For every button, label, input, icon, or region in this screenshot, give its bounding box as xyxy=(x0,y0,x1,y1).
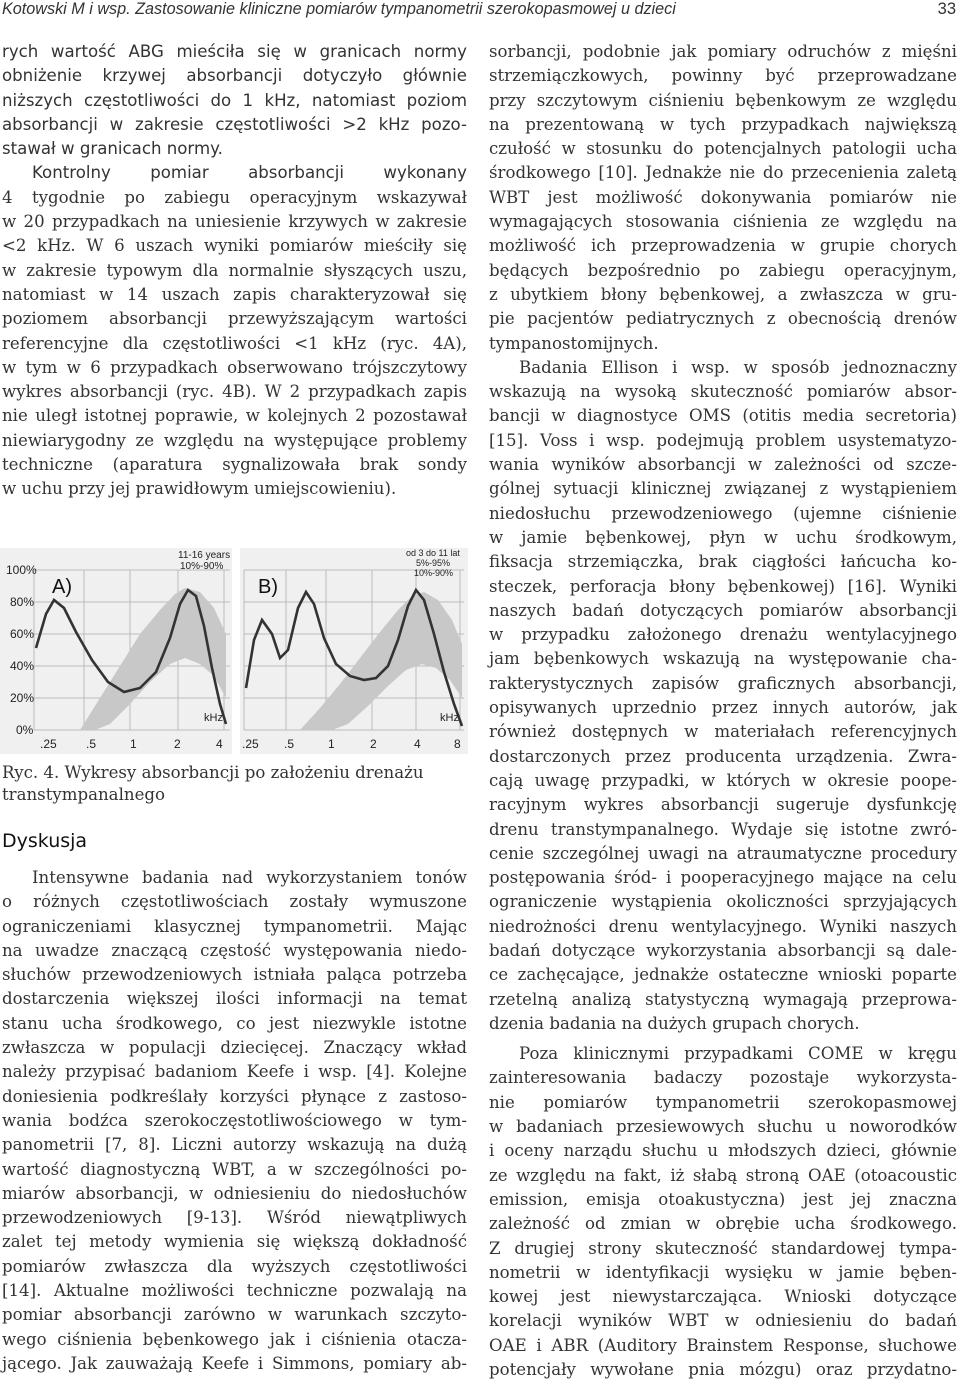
absorbance-plot-a xyxy=(0,548,232,754)
x-unit-label: kHz xyxy=(440,712,459,724)
text-line: miarów absorbancji, w odniesieniu do niedosłuchów xyxy=(2,1183,467,1203)
text-line: naszych badań dotyczących pomiarów absorbancji xyxy=(489,600,957,620)
text-line: będących bezpośrednio po zabiegu operacyjnym, xyxy=(489,260,957,280)
text-line: w badaniach przesiewowych słuchu u noworodków xyxy=(489,1117,957,1137)
text-line: pomiarów zwłaszcza dla wyższych częstotliwości xyxy=(2,1256,467,1276)
text-line: niedrożności drenu wentylacyjnego. Wyniki naszych xyxy=(489,916,957,936)
figure-4 xyxy=(0,548,470,754)
text-line: opisywanych uprzednio przez innych autorów, jak xyxy=(489,698,957,718)
text-line: steczek, perforacja błony bębenkowej) [16]. Wyniki xyxy=(489,576,957,596)
text-line: w 20 przypadkach na uniesienie krzywych w zakresie xyxy=(2,212,467,232)
text-line: cają uwagę przypadki, w których w okresie poope- xyxy=(489,770,957,790)
text-line: nometrii w identyfikacji wysięku w jamie bęben- xyxy=(489,1262,957,1282)
paragraph-screening xyxy=(489,1042,957,1382)
text-line: absorbancji w zakresie częstotliwości >2 kHz pozo- xyxy=(2,114,467,134)
text-line: dostarczonych przez producenta urządzenia. Zwra- xyxy=(489,746,957,766)
text-line: obniżenie krzywej absorbancji dotyczyło głównie xyxy=(2,66,467,86)
left-column-discussion xyxy=(2,866,467,1376)
text-line: fiksacja strzemiączka, brak ciągłości łańcucha ko- xyxy=(489,552,957,572)
running-title: Kotowski M i wsp. Zastosowanie kliniczne pomiarów tympanometrii szerokopasmowej u dzieci xyxy=(2,0,676,18)
text-line: czułość w stosunku do potencjalnych patologii ucha xyxy=(489,139,957,159)
panel-label: B) xyxy=(258,576,278,598)
text-line: doniesienia podkreślały korzyści płynące z zastoso- xyxy=(2,1086,467,1106)
text-line: w zakresie typowym dla normalnie słyszących uszu, xyxy=(2,260,467,280)
text-line: racyjnym wykres absorbancji sugeruje dysfunkcję xyxy=(489,795,957,815)
text-line: kowej jest niewystarczająca. Wnioski dotyczące xyxy=(489,1287,957,1307)
text-line: wskazują na wysoką skuteczność pomiarów absor- xyxy=(489,382,957,402)
text-line: wania wyników absorbancji w zależności od szcze- xyxy=(489,455,957,475)
text-line: również dostępnych w materiałach referencyjnych xyxy=(489,722,957,742)
legend-text: 5%-95% xyxy=(416,558,451,568)
text-line: strzemiączkowych, powinny być przeprowadzane xyxy=(489,66,957,86)
text-line: 4 tygodnie po zabiegu operacyjnym wskazywał xyxy=(2,187,467,207)
x-tick: .25 xyxy=(242,737,259,751)
text-line: badań dotyczące wykorzystania absorbancji są dale- xyxy=(489,940,957,960)
text-line: korelacji wyników WBT w odniesieniu do badań xyxy=(489,1311,957,1331)
x-tick: 4 xyxy=(216,737,223,751)
text-line: stanu ucha środkowego, co jest niezwykle istotne xyxy=(2,1013,467,1033)
text-line: Kontrolny pomiar absorbancji wykonany xyxy=(32,163,467,183)
text-line: wego ciśnienia bębenkowego jak i ciśnienia otacza- xyxy=(2,1329,467,1349)
text-line: ce zachęcające, jednakże ostateczne wnioski poparte xyxy=(489,965,957,985)
text-line: [15]. Voss i wsp. podejmują problem usystematyzo- xyxy=(489,430,957,450)
paragraph-absorbance-pressure xyxy=(489,40,957,356)
text-line: jącego. Jak zauważają Keefe i Simmons, pomiary ab- xyxy=(2,1353,467,1373)
text-line: Poza klinicznymi przypadkami COME w kręgu xyxy=(519,1044,957,1064)
text-line: tympanostomijnych. xyxy=(489,333,659,353)
x-tick: .5 xyxy=(284,737,295,751)
text-line: pie pacjentów pediatrycznych z obecnością drenów xyxy=(489,309,957,329)
text-line: wymagających stosowania ciśnienia ze względu na xyxy=(489,212,957,232)
text-line: środkowego [10]. Jednakże nie do przecenienia zaletą xyxy=(489,163,957,183)
text-line: wartość diagnostyczną WBT, a w szczególności po- xyxy=(2,1159,467,1179)
text-line: postępowania śród- i pooperacyjnego mające na celu xyxy=(489,868,957,888)
section-title-discussion: Dyskusja xyxy=(2,830,88,852)
text-line: emission, emisja otoakustyczna) jest jej znaczna xyxy=(489,1189,957,1209)
text-line: Z drugiej strony skuteczność standardowej tympa- xyxy=(489,1238,957,1258)
text-line: natomiast w 14 uszach zapis charakteryzował się xyxy=(2,284,467,304)
text-line: [14]. Aktualne możliwości techniczne pozwalają na xyxy=(2,1281,467,1301)
text-line: zależność od zmian w obrębie ucha środkowego. xyxy=(489,1214,957,1234)
x-tick: 8 xyxy=(454,737,461,751)
paragraph-results-end xyxy=(2,40,467,161)
panel-label: A) xyxy=(52,576,72,598)
text-line: ograniczeniami klasycznej tympanometrii. Mając xyxy=(2,916,467,936)
text-line: jam bębenkowych wskazują na występowanie cha- xyxy=(489,649,957,669)
text-line: w tym w 6 przypadkach obserwowano trójszczytowy xyxy=(2,357,467,377)
text-line: Badania Ellison i wsp. w sposób jednoznaczny xyxy=(519,357,957,377)
legend-text: 11-16 years xyxy=(178,550,231,561)
text-line: niższych częstotliwości do 1 kHz, natomiast poziom xyxy=(2,90,467,110)
y-tick: 40% xyxy=(10,659,35,673)
x-tick: .25 xyxy=(40,737,57,751)
text-line: potencjały wywołane pnia mózgu) oraz przydatno- xyxy=(489,1360,957,1380)
text-line: stawał w granicach normy. xyxy=(2,139,223,159)
text-line: należy przypisać badaniom Keefe i wsp. [4]. Kolejne xyxy=(2,1062,467,1082)
text-line: dostarczenia większej ilości informacji na temat xyxy=(2,989,467,1009)
text-line: przewodzeniowych [9-13]. Wśród niewątpliwych xyxy=(2,1208,467,1228)
legend-text: od 3 do 11 lat xyxy=(406,548,460,558)
text-line: poziomem absorbancji przewyższającym wartości xyxy=(2,309,467,329)
text-line: bancji w diagnostyce OMS (otitis media secretoria) xyxy=(489,406,957,426)
x-tick: 1 xyxy=(130,737,137,751)
x-tick: .5 xyxy=(86,737,97,751)
absorbance-plot-b xyxy=(240,548,468,754)
text-line: referencyjne dla częstotliwości <1 kHz (ryc. 4A), xyxy=(2,333,467,353)
text-line: cenie szczególnej uwagi na atraumatyczne procedury xyxy=(489,843,957,863)
text-line: techniczne (aparatura sygnalizowała brak sondy xyxy=(2,455,467,475)
text-line: nie pomiarów tympanometrii szerokopasmowej xyxy=(489,1092,957,1112)
x-tick: 2 xyxy=(174,737,181,751)
y-tick: 100% xyxy=(6,563,37,577)
paragraph-ellison xyxy=(489,356,957,1036)
text-line: Intensywne badania nad wykorzystaniem tonów xyxy=(32,868,467,887)
text-line: gólnej sytuacji klinicznej związanej z wystąpieniem xyxy=(489,479,957,499)
text-line: zalet tej metody wymienia się większą dokładność xyxy=(2,1232,467,1252)
text-line: możliwość ich przeprowadzenia w grupie chorych xyxy=(489,236,957,256)
right-column xyxy=(489,40,957,1382)
text-line: wykres absorbancji (ryc. 4B). W 2 przypadkach zapis xyxy=(2,382,467,402)
text-line: OAE i ABR (Auditory Brainstem Response, słuchowe xyxy=(489,1335,957,1355)
text-line: rych wartość ABG mieściła się w granicach normy xyxy=(2,42,467,61)
x-unit-label: kHz xyxy=(204,712,223,724)
text-line: na prezentowaną w tych przypadkach największą xyxy=(489,114,957,134)
legend-text: 10%-90% xyxy=(180,561,224,572)
y-tick: 60% xyxy=(10,627,35,641)
text-line: rzetelną analizą statystyczną wymagają przeprowa- xyxy=(489,989,957,1009)
text-line: rakterystycznych zapisów graficznych absorbancji, xyxy=(489,673,957,693)
text-line: i oceny narządu słuchu u młodszych dzieci, głównie xyxy=(489,1141,957,1161)
running-header xyxy=(0,0,960,24)
x-tick: 1 xyxy=(328,737,335,751)
text-line: z ubytkiem błony bębenkowej, a zwłaszcza w gru- xyxy=(489,284,957,304)
text-line: nie uległ istotnej poprawie, w kolejnych 2 pozostawał xyxy=(2,406,467,426)
text-line: słuchów przewodzeniowych istniała paląca potrzeba xyxy=(2,965,467,985)
text-line: niewiarygodny ze względu na występujące problemy xyxy=(2,430,467,450)
text-line: zwłaszcza w populacji dziecięcej. Znaczący wkład xyxy=(2,1038,467,1058)
text-line: ze względu na fakt, iż słabą stroną OAE (otoacoustic xyxy=(489,1165,957,1185)
text-line: <2 kHz. W 6 uszach wyniki pomiarów mieściły się xyxy=(2,236,467,256)
text-line: w jamie bębenkowej, płyn w uchu środkowym, xyxy=(489,527,957,547)
text-line: niedosłuchu przewodzeniowego (ujemne ciśnienie xyxy=(489,503,957,523)
paragraph-discussion xyxy=(2,866,467,1376)
left-column-top xyxy=(2,40,467,502)
legend-text: 10%-90% xyxy=(414,568,454,578)
text-line: w przypadku założonego drenażu wentylacyjnego xyxy=(489,625,957,645)
text-line: pomiar absorbancji zarówno w warunkach szczyto- xyxy=(2,1305,467,1325)
paragraph-control-measurement xyxy=(2,161,467,501)
text-line: o różnych częstotliwościach zostały wymuszone xyxy=(2,892,467,912)
x-tick: 2 xyxy=(370,737,377,751)
y-tick: 20% xyxy=(10,691,35,705)
text-line: dzenia badania na dużych grupach chorych. xyxy=(489,1013,860,1033)
text-line: panometrii [7, 8]. Liczni autorzy wskazują na dużą xyxy=(2,1135,467,1155)
text-line: przy szczytowym ciśnieniu bębenkowym ze względu xyxy=(489,90,957,110)
text-line: w uchu przy jej prawidłowym umiejscowieniu). xyxy=(2,479,397,499)
text-line: zainteresowania badaczy pozostaje wykorzysta- xyxy=(489,1068,957,1088)
text-line: na uwadze znaczącą częstość występowania niedo- xyxy=(2,940,467,960)
text-line: sorbancji, podobnie jak pomiary odruchów z mięśni xyxy=(489,42,957,61)
figure-caption: Ryc. 4. Wykresy absorbancji po założeniu drenażu transtympanalnego xyxy=(2,763,424,804)
x-tick: 4 xyxy=(414,737,421,751)
text-line: drenu transtympanalnego. Wydaje się istotne zwró- xyxy=(489,819,957,839)
page-number: 33 xyxy=(937,0,956,18)
y-tick: 80% xyxy=(10,595,35,609)
text-line: wania bodźca szerokoczęstotliwościowego w tym- xyxy=(2,1110,467,1130)
text-line: WBT jest możliwość dokonywania pomiarów nie xyxy=(489,187,957,207)
y-tick: 0% xyxy=(16,723,34,737)
text-line: ograniczenie wystąpienia okoliczności sprzyjających xyxy=(489,892,957,912)
plot-a-svg xyxy=(0,548,232,754)
